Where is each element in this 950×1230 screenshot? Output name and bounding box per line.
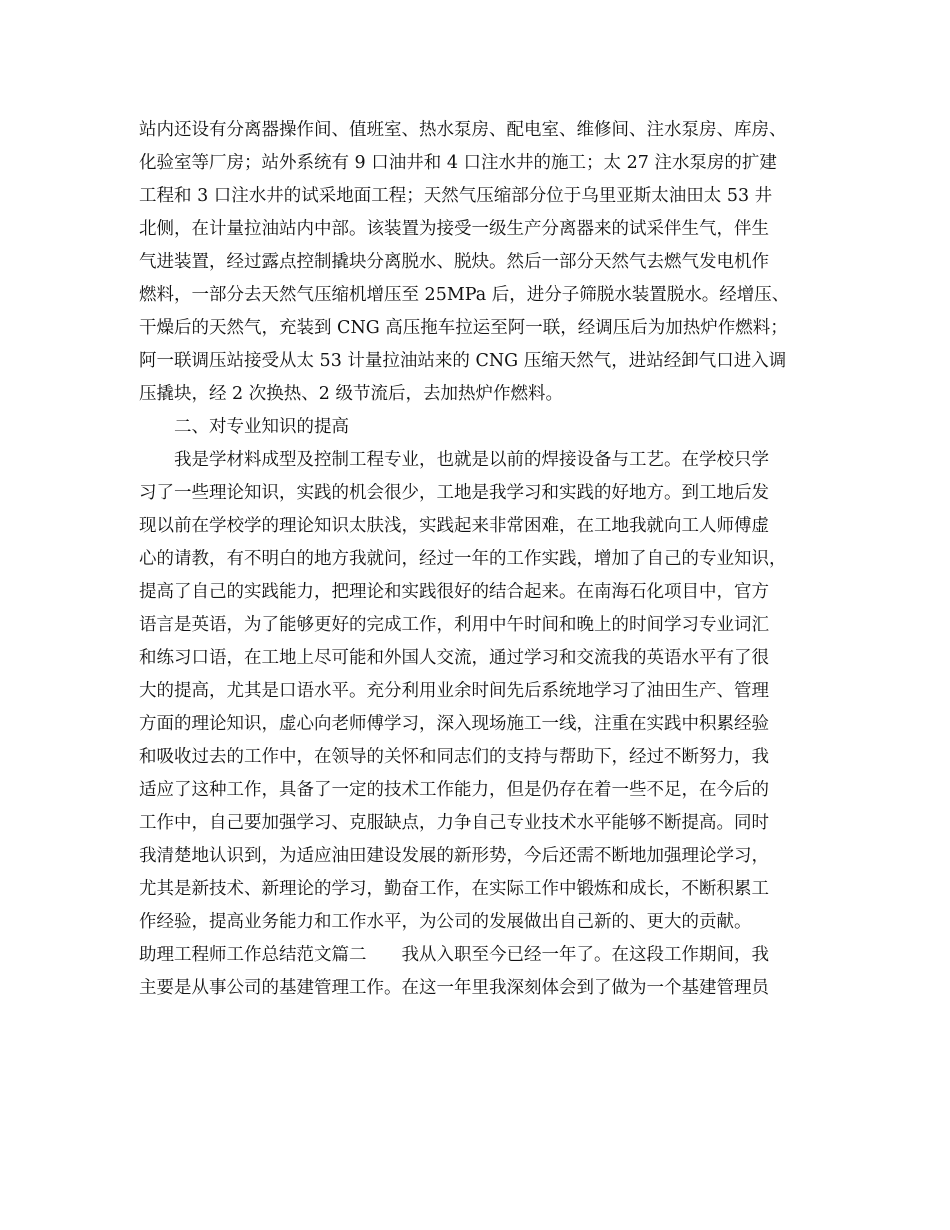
text-line: 阿一联调压站接受从太 53 计量拉油站来的 CNG 压缩天然气，进站经卸气口进入调 xyxy=(139,351,787,371)
text-line: 工作中，自己要加强学习、克服缺点，力争自己专业技术水平能够不断提高。同时 xyxy=(139,813,769,833)
text-line: 方面的理论知识，虚心向老师傅学习，深入现场施工一线，注重在实践中积累经验 xyxy=(139,714,769,734)
paragraph-first-line: 我是学材料成型及控制工程专业，也就是以前的焊接设备与工艺。在学校只学 xyxy=(174,450,769,470)
text-line: 主要是从事公司的基建管理工作。在这一年里我深刻体会到了做为一个基建管理员 xyxy=(139,978,769,998)
text-line: 心的请教，有不明白的地方我就问，经过一年的工作实践，增加了自己的专业知识， xyxy=(139,549,787,569)
text-line: 干燥后的天然气，充装到 CNG 高压拖车拉运至阿一联，经调压后为加热炉作燃料； xyxy=(139,318,788,338)
section-heading: 二、对专业知识的提高 xyxy=(174,417,349,437)
text-line: 燃料，一部分去天然气压缩机增压至 25MPa 后，进分子筛脱水装置脱水。经增压、 xyxy=(139,285,790,305)
text-line: 和练习口语，在工地上尽可能和外国人交流，通过学习和交流我的英语水平有了很 xyxy=(139,648,769,668)
text-line: 提高了自己的实践能力，把理论和实践很好的结合起来。在南海石化项目中，官方 xyxy=(139,582,769,602)
section-title-line: 助理工程师工作总结范文篇二 我从入职至今已经一年了。在这段工作期间，我 xyxy=(139,945,769,965)
text-line: 工程和 3 口注水井的试采地面工程；天然气压缩部分位于乌里亚斯太油田太 53 井 xyxy=(139,186,773,206)
text-line: 和吸收过去的工作中，在领导的关怀和同志们的支持与帮助下，经过不断努力，我 xyxy=(139,747,769,767)
text-line: 适应了这种工作，具备了一定的技术工作能力，但是仍存在着一些不足，在今后的 xyxy=(139,780,769,800)
text-line: 站内还设有分离器操作间、值班室、热水泵房、配电室、维修间、注水泵房、库房、 xyxy=(139,120,787,140)
text-line: 气进装置，经过露点控制撬块分离脱水、脱炔。然后一部分天然气去燃气发电机作 xyxy=(139,252,769,272)
text-line: 压撬块，经 2 次换热、2 级节流后，去加热炉作燃料。 xyxy=(139,384,563,404)
text-line: 大的提高，尤其是口语水平。充分利用业余时间先后系统地学习了油田生产、管理 xyxy=(139,681,769,701)
text-line: 尤其是新技术、新理论的学习，勤奋工作，在实际工作中锻炼和成长，不断积累工 xyxy=(139,879,769,899)
text-line: 现以前在学校学的理论知识太肤浅，实践起来非常困难，在工地我就向工人师傅虚 xyxy=(139,516,769,536)
text-line: 作经验，提高业务能力和工作水平，为公司的发展做出自己新的、更大的贡献。 xyxy=(139,912,752,932)
text-line: 习了一些理论知识，实践的机会很少，工地是我学习和实践的好地方。到工地后发 xyxy=(139,483,769,503)
text-line: 语言是英语，为了能够更好的完成工作，利用中午时间和晚上的时间学习专业词汇 xyxy=(139,615,769,635)
text-line: 北侧，在计量拉油站内中部。该装置为接受一级生产分离器来的试采伴生气，伴生 xyxy=(139,219,769,239)
text-line: 化验室等厂房；站外系统有 9 口油井和 4 口注水井的施工；太 27 注水泵房的扩建 xyxy=(139,153,777,173)
text-line: 我清楚地认识到，为适应油田建设发展的新形势，今后还需不断地加强理论学习， xyxy=(139,846,769,866)
